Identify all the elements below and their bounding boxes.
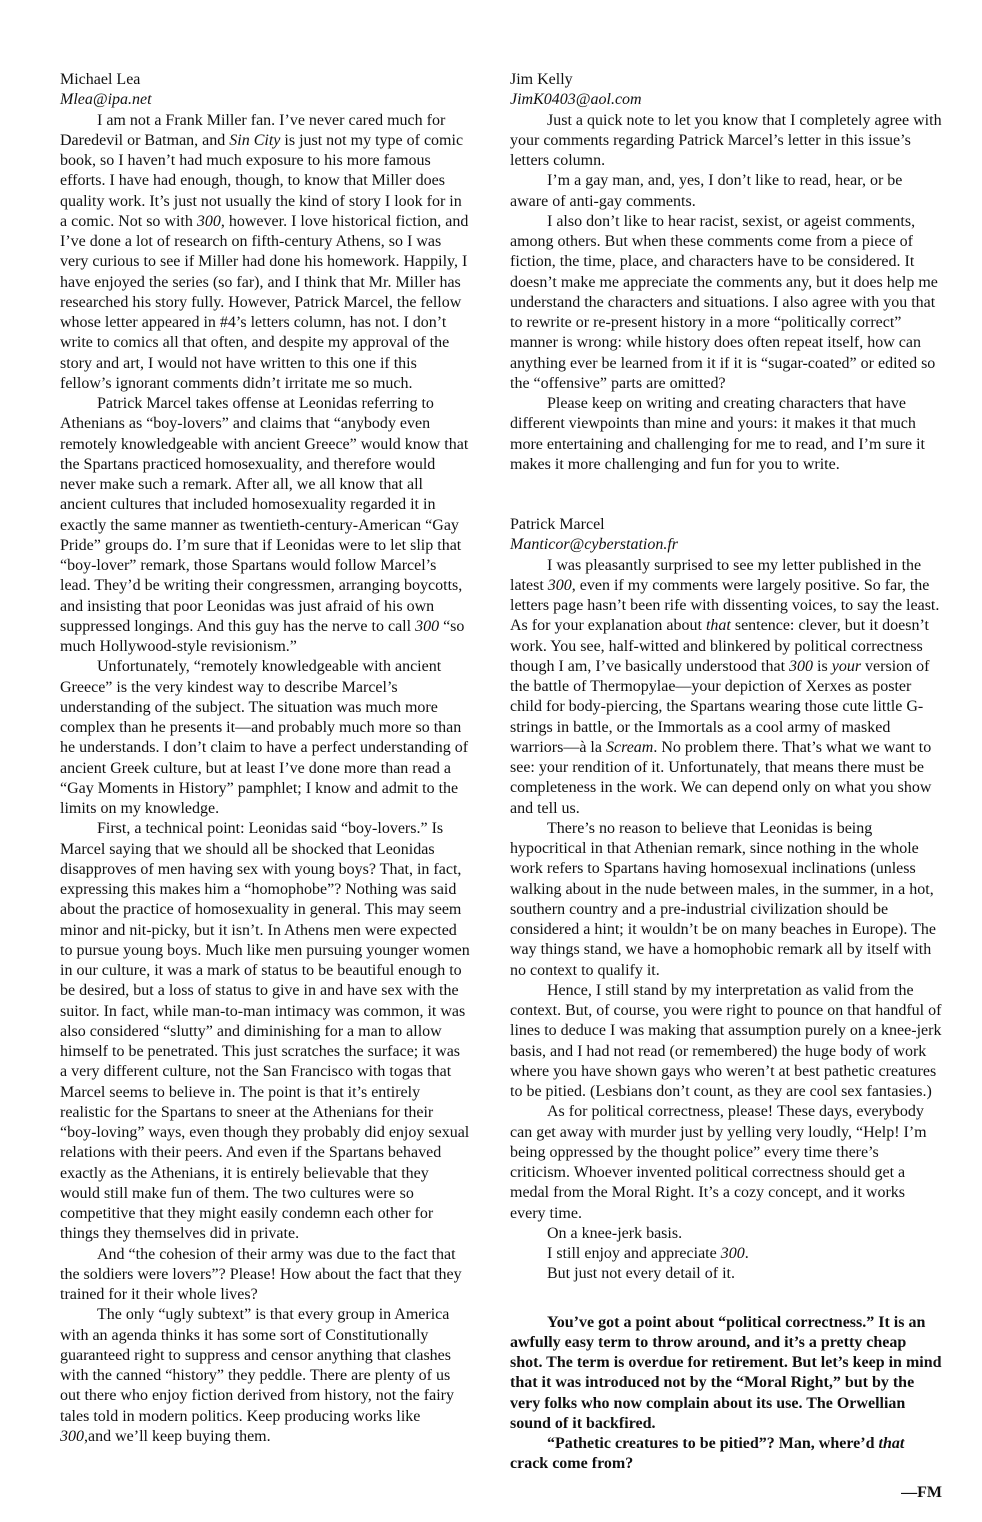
text-run: ,and we’ll keep buying them. [84, 1427, 271, 1445]
text-run: , however. I love historical fiction, and I’ve done a lot of research on fifth-century Athens, so I was very curious to see if Miller had done his homework. Happily, I have enjoyed the series (so far), and I think that Mr. Miller has researched his story fully. However, Patrick Marcel, the fellow whose letter appeared in #4’s letters column, has not. I don’t write to comics all that often, and despite my approval of the story and art, I would not have written to this one if this fellow’s ignorant comments didn’t irritate me so much. [60, 212, 469, 392]
italic-text: that [705, 617, 731, 635]
letter-patrick-marcel [510, 515, 942, 1285]
text-run: , even if my comments were largely positive. So far, the letters page hasn’t been rife with dissenting voices, to say the least. As for your explanation about [510, 576, 940, 635]
letter-body [510, 111, 942, 476]
italic-text: 300 [547, 576, 572, 594]
paragraph [510, 212, 942, 394]
paragraph [510, 394, 942, 475]
letter-michael-lea [60, 70, 470, 1447]
paragraph [510, 1313, 942, 1435]
text-run: I am not a Frank Miller fan. I’ve never cared much for Daredevil or Batman, and [60, 111, 446, 149]
paragraph [510, 819, 942, 981]
text-run: “Pathetic creatures to be pitied”? Man, where’d [547, 1435, 879, 1452]
italic-text: Scream [605, 738, 654, 756]
italic-text: 300 [196, 212, 221, 230]
letter-email: Mlea@ipa.net [60, 91, 152, 109]
text-run: And “the cohesion of their army was due to the fact that the soldiers were lovers”? Please! How about the fact that they trained for it their whole lives? [60, 1245, 462, 1303]
paragraph [60, 1245, 470, 1306]
paragraph [510, 1434, 942, 1475]
text-run: Hence, I still stand by my interpretation as valid from the context. But, of course, you were right to pounce on that handful of lines to deduce I was making that assumption purely on a knee-jerk basis, and I had not read (or remembered) the huge body of work where you have shown gays who weren’t at best pathetic creatures to be pitied. (Lesbians don’t count, as they are cool sex fantasies.) [510, 981, 942, 1100]
editor-signature: —FM [901, 1483, 942, 1501]
left-column [60, 70, 470, 1447]
text-run: . No problem there. That’s what we want to see: your rendition of it. Unfortunately, that means there must be completeness in the work. We can depend only on what you show and tell us. [510, 738, 932, 817]
text-run: Patrick Marcel takes offense at Leonidas referring to Athenians as “boy-lovers” and claims that “anybody even remotely knowledgeable with ancient Greece” would know that the Spartans practiced homosexuality, and therefore would never make such a remark. After all, we all know that all ancient cultures that included homosexuality regarded it in exactly the same manner as twentieth-century-American “Gay Pride” groups do. I’m sure that if Leonidas were to let slip that “boy-lover” remark, those Spartans would follow Marcel’s lead. They’d be writing their congressmen, arranging boycotts, and insisting that poor Leonidas was just afraid of his own suppressed longings. And this guy has the nerve to call [60, 395, 469, 635]
letter-author: Michael Lea [60, 71, 141, 88]
italic-text: Sin City [229, 131, 281, 149]
letter-body [60, 111, 470, 1448]
text-run: is just not my type of comic book, so I haven’t had much exposure to his more famous efforts. I have had enough, though, to know that Miller does quality work. It’s just not usually the kind of story I look for in a comic. Not so with [60, 131, 464, 230]
text-run: I still enjoy and appreciate [547, 1245, 721, 1262]
text-run: There’s no reason to believe that Leonidas is being hypocritical in that Athenian remark, since nothing in the whole work refers to Spartans having homosexual inclinations (unless walking about in the nude between males, in the summer, in a hot, southern country and a pre-industrial civilization should be considered a hint; it wouldn’t be on many beaches in Europe). The way things stand, we have a homophobic remark all by itself with no context to qualify it. [510, 819, 936, 979]
text-run: is [813, 657, 832, 675]
italic-text: that [878, 1435, 905, 1452]
text-run: I also don’t like to hear racist, sexist, or ageist comments, among others. But when these comments come from a piece of fiction, the time, place, and characters have to be considered. It doesn’t make me appreciate the comments any, but it does help me understand the characters and situations. I also agree with you that to rewrite or re-present history in a more “politically correct” manner is wrong: while history does often repeat itself, how can anything ever be learned from it if it is “sugar-coated” or edited so the “offensive” parts are omitted? [510, 212, 938, 392]
paragraph [510, 1264, 942, 1284]
text-run: First, a technical point: Leonidas said “boy-lovers.” Is Marcel saying that we should all be shocked that Leonidas disapproves of men having sex with young boys? That, in fact, expressing this makes him a “homophobe”? Nothing was said about the practice of homosexuality in general. This may seem minor and nit-picky, but it isn’t. In Athens men were expected to pursue young boys. Much like men pursuing younger women in our culture, it was a mark of status to be beautiful enough to be desired, but a loss of status to give in and have sex with the suitor. In fact, while man-to-man intimacy was common, it was also considered “slutty” and diminishing for a man to allow himself to be penetrated. This just scratches the surface; it was a very different culture, not the San Francisco with togas that Marcel seems to believe in. The point is that it’s entirely realistic for the Spartans to sneer at the Athenians for their “boy-loving” ways, even though they probably did enjoy sexual relations with their peers. And even if the Spartans behaved exactly as the Athenians, it is entirely believable that they would still make fun of them. The two cultures were so competitive that they might easily condemn each other for things they themselves did in private. [60, 820, 470, 1243]
paragraph [510, 556, 942, 819]
italic-text: 300 [789, 657, 814, 675]
paragraph [510, 981, 942, 1103]
text-run: As for political correctness, please! These days, everybody can get away with murder just by yelling very loudly, “Help! I’m being oppressed by the thought police” every time there’s criticism. Whoever invented political correctness should get a medal from the Moral Right. It’s a cozy concept, and it works every time. [510, 1103, 927, 1222]
text-run: Just a quick note to let you know that I completely agree with your comments regarding Patrick Marcel’s letter in this issue’s letters column. [510, 111, 942, 169]
paragraph [60, 1305, 470, 1447]
text-run: sentence: clever, but it doesn’t work. You see, half-witted and blinkered by political correctness though I am, I’ve basically understood that [510, 617, 929, 675]
paragraph [60, 657, 470, 819]
italic-text: 300 [60, 1427, 84, 1445]
text-run: crack come from? [510, 1455, 634, 1473]
letter-body [510, 556, 942, 1285]
letter-email: Manticor@cyberstation.fr [510, 536, 679, 554]
letter-email: JimK0403@aol.com [510, 91, 642, 109]
text-run: I’m a gay man, and, yes, I don’t like to read, hear, or be aware of anti-gay comments. [510, 172, 903, 210]
response-body [510, 1313, 942, 1475]
text-run: I was pleasantly surprised to see my letter published in the latest [510, 556, 922, 594]
text-run: But just not every detail of it. [547, 1265, 735, 1283]
letter-jim-kelly [510, 70, 942, 475]
paragraph [60, 819, 470, 1244]
text-run: You’ve got a point about “political correctness.” It is an awfully easy term to throw around, and it’s a pretty cheap shot. The term is overdue for retirement. But let’s keep in mind that it was introduced not by the “Moral Right,” but by the very folks who now complain about its use. The Orwellian sound of it backfired. [510, 1313, 942, 1432]
text-run: . [744, 1245, 749, 1262]
paragraph [60, 111, 470, 395]
paragraph [510, 1102, 942, 1224]
text-run: version of the battle of Thermopylae—your depiction of Xerxes as poster child for body-piercing, the Spartans wearing those cute little G-strings in battle, or the Immortals as a cool army of masked warriors—à la [510, 657, 930, 756]
letter-author: Patrick Marcel [510, 516, 605, 533]
text-run: The only “ugly subtext” is that every group in America with an agenda thinks it has some sort of Constitutionally guaranteed right to suppress and censor anything that clashes with the canned “history” they peddle. There are plenty of us out there who enjoy fiction derived from history, not the fairy tales told in modern politics. Keep producing works like [60, 1306, 454, 1425]
letter-author: Jim Kelly [510, 71, 573, 88]
paragraph [510, 171, 942, 212]
editor-response [510, 1313, 942, 1503]
italic-text: 300 [720, 1245, 745, 1262]
right-column [510, 70, 942, 1503]
text-run: On a knee-jerk basis. [547, 1224, 683, 1242]
italic-text: your [831, 657, 862, 675]
paragraph [510, 1244, 942, 1264]
text-run: Unfortunately, “remotely knowledgeable with ancient Greece” is the very kindest way to describe Marcel’s understanding of the subject. The situation was much more complex than he presents it—and probably much more so than he understands. I don’t claim to have a perfect understanding of ancient Greek culture, but at least I’ve done more than read a “Gay Moments in History” pamphlet; I know and admit to the limits on my knowledge. [60, 658, 469, 817]
paragraph [510, 111, 942, 172]
paragraph [60, 394, 470, 657]
text-run: Please keep on writing and creating characters that have different viewpoints than mine and yours: it makes it that much more entertaining and challenging for me to read, and I’m sure it makes it more challenging and fun for you to write. [510, 395, 925, 473]
paragraph [510, 1224, 942, 1244]
text-run: “so much Hollywood-style revisionism.” [60, 617, 465, 655]
italic-text: 300 [415, 617, 440, 635]
